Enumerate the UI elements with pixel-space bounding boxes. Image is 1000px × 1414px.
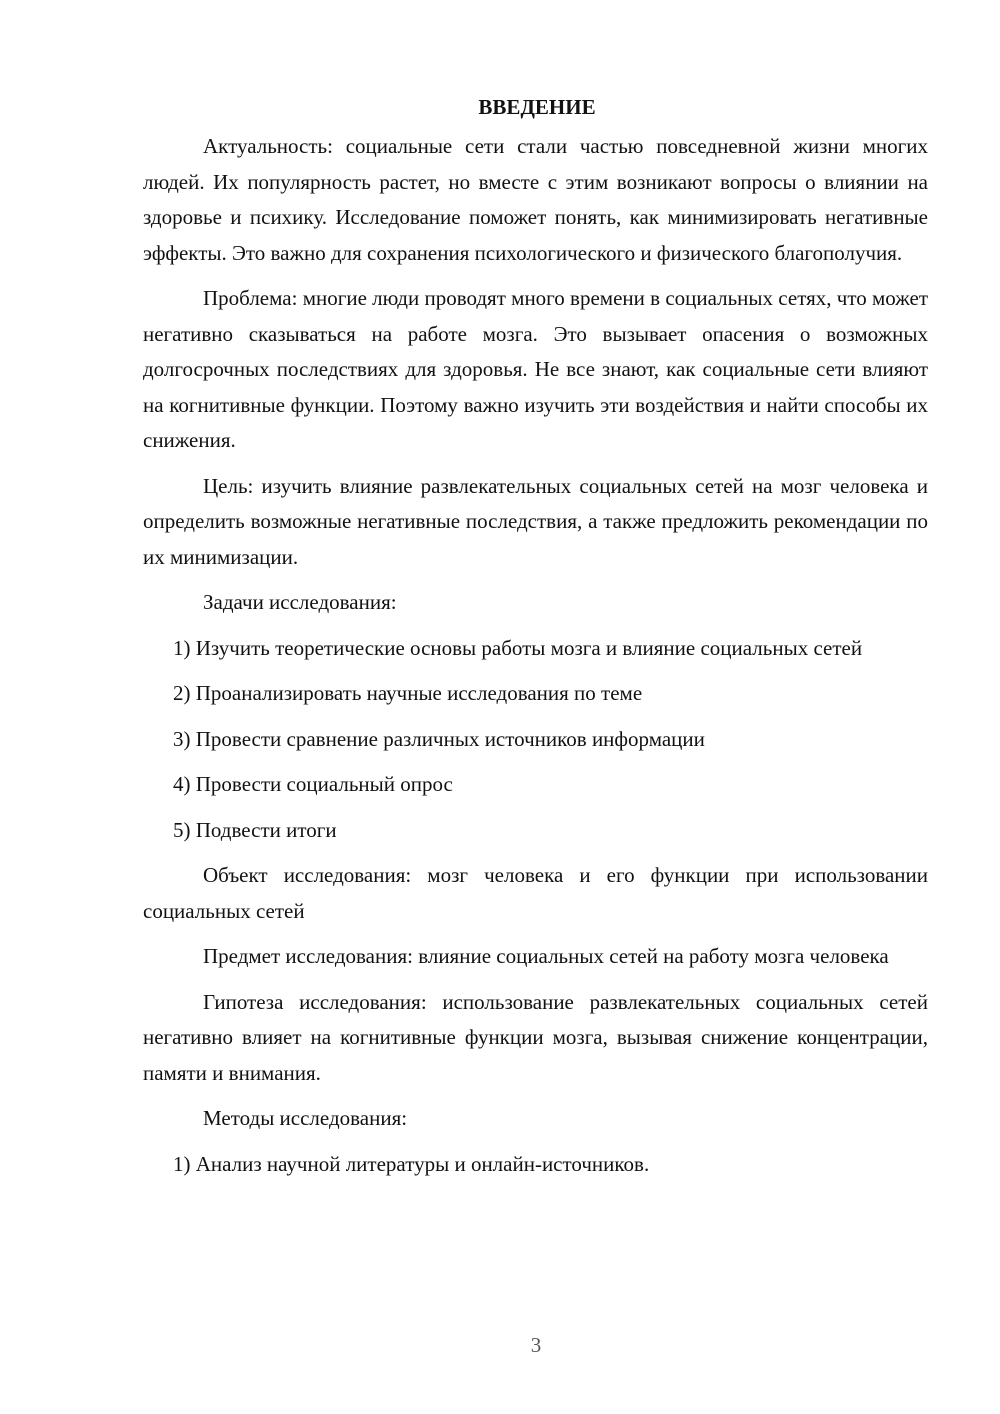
method-item-1: 1) Анализ научной литературы и онлайн-источников. bbox=[173, 1151, 650, 1176]
paragraph-relevance: Актуальность: социальные сети стали частью повседневной жизни многих людей. Их популярность растет, но вместе с этим возникают вопросы о влиянии на здоровье и психику. Исследование поможет понять, как минимизировать негативные эффекты. Это важно для сохранения психологического и физического благополучия. bbox=[143, 134, 928, 265]
task-item-2: 2) Проанализировать научные исследования по теме bbox=[173, 681, 643, 705]
methods-heading: Методы исследования: bbox=[203, 1106, 408, 1130]
document-page bbox=[143, 90, 928, 1192]
page-number: 3 bbox=[530, 1333, 542, 1357]
task-item-4: 4) Провести социальный опрос bbox=[173, 772, 453, 796]
paragraph-hypothesis: Гипотеза исследования: использование развлекательных социальных сетей негативно влияет на когнитивные функции мозга, вызывая снижение концентрации, памяти и внимания. bbox=[143, 989, 928, 1085]
task-item-3: 3) Провести сравнение различных источников информации bbox=[173, 726, 705, 751]
task-item-1: 1) Изучить теоретические основы работы мозга и влияние социальных сетей bbox=[173, 635, 863, 660]
tasks-heading: Задачи исследования: bbox=[203, 590, 397, 614]
paragraph-object: Объект исследования: мозг человека и его функции при использовании социальных сетей bbox=[143, 863, 928, 923]
task-item-5: 5) Подвести итоги bbox=[173, 817, 337, 842]
paragraph-subject: Предмет исследования: влияние социальных сетей на работу мозга человека bbox=[203, 944, 889, 968]
paragraph-problem: Проблема: многие люди проводят много времени в социальных сетях, что может негативно сказываться на работе мозга. Это вызывает опасения о возможных долгосрочных последствиях для здоровья. Не все знают, как социальные сети влияют на когнитивные функции. Поэтому важно изучить эти воздействия и найти способы их снижения. bbox=[143, 286, 928, 452]
paragraph-goal: Цель: изучить влияние развлекательных социальных сетей на мозг человека и определить возможные негативные последствия, а также предложить рекомендации по их минимизации. bbox=[143, 473, 928, 569]
section-title: ВВЕДЕНИЕ bbox=[478, 95, 596, 119]
